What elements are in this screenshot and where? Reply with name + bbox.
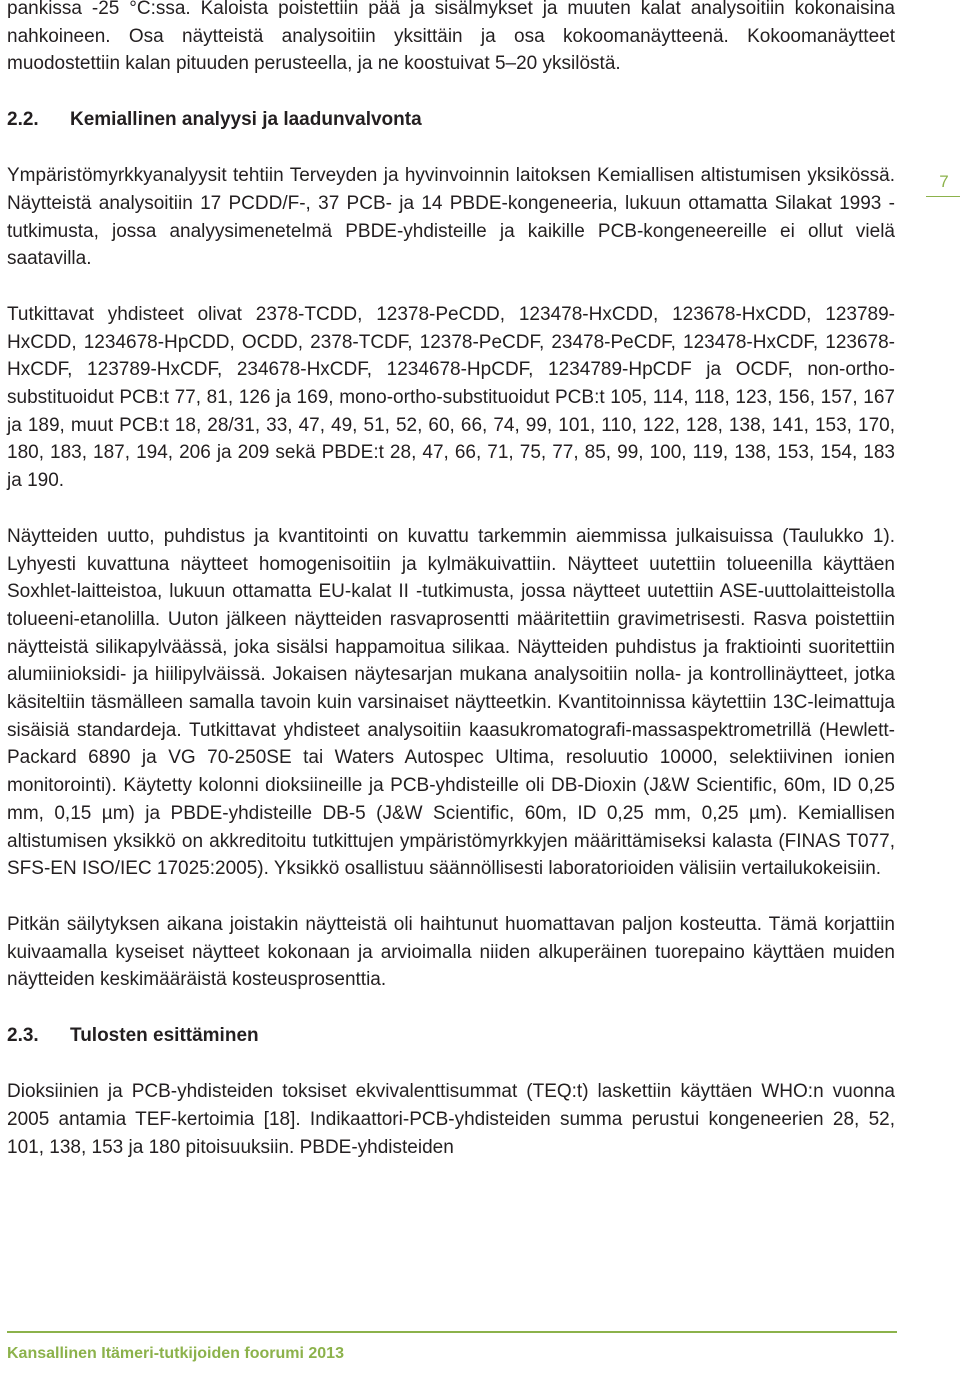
document-body [7,0,895,1161]
section-heading-2-2 [7,106,895,134]
paragraph-3: Näytteiden uutto, puhdistus ja kvantitointi on kuvattu tarkemmin aiemmissa julkaisuissa (Taulukko 1). Lyhyesti kuvattuna näytteet homogenisoitiin ja kylmäkuivattiin. Näytteet uutettiin tolueenilla käyttäen Soxhlet-laitteistoa, lukuun ottamatta EU-kalat II -tutkimusta, jossa näytteet uutettiin ASE-uuttolaitteistolla tolueeni-etanolilla. Uuton jälkeen näytteiden rasvaprosentti määritettiin gravimetrisesti. Rasva poistettiin näytteistä silikapylväässä, joka sisälsi happamoitua silikaa. Näytteiden puhdistus ja fraktiointi suoritettiin alumiinioksidi- ja hiilipylväissä. Jokaisen näytesarjan mukana analysoitiin nolla- ja kontrollinäytteet, jotka käsiteltiin täsmälleen samalla tavoin kuin varsinaiset näytteetkin. Kvantitoinnissa käytettiin 13C-leimattuja sisäisiä standardeja. Tutkittavat yhdisteet analysoitiin kaasukromatografi-massaspektrometrillä (Hewlett-Packard 6890 ja VG 70-250SE tai Waters Autospec Ultima, resoluutio 10000, selektiivinen ionien monitorointi). Käytetty kolonni dioksiineille ja PCB-yhdisteille oli DB-Dioxin (J&W Scientific, 60m, ID 0,25 mm, 0,15 µm) ja PBDE-yhdisteille DB-5 (J&W Scientific, 60m, ID 0,25 mm, 0,25 µm). Kemiallisen altistumisen yksikkö on akkreditoitu tutkittujen ympäristömyrkkyjen määrittämiseksi kalasta (FINAS T077, SFS-EN ISO/IEC 17025:2005). Yksikkö osallistuu säännöllisesti laboratorioiden välisiin vertailukokeisiin. [7,525,895,880]
section-title: Tulosten esittäminen [70,1025,259,1047]
footer-rule [7,1331,897,1333]
paragraph-intro: pankissa -25 °C:ssa. Kaloista poistettiin pää ja sisälmykset ja muuten kalat analysoitiin kokonaisina nahkoineen. Osa näytteistä analysoitiin yksittäin ja osa kokoomanäytteenä. Kokoomanäytteet muodostettiin kalan pituuden perusteella, ja ne koostuivat 5–20 yksilöstä. [7,0,895,75]
paragraph-1: Ympäristömyrkkyanalyysit tehtiin Terveyden ja hyvinvoinnin laitoksen Kemiallisen altistumisen yksikössä. Näytteistä analysoitiin 17 PCDD/F-, 37 PCB- ja 14 PBDE-kongeneeria, lukuun ottamatta Silakat 1993 -tutkimusta, jossa analyysimenetelmä PBDE-yhdisteille ja kaikille PCB-kongeneereille ei ollut vielä saatavilla. [7,165,895,270]
section-title: Kemiallinen analyysi ja laadunvalvonta [70,109,422,131]
page-number: 7 [939,172,949,191]
page-number-rule [926,196,960,197]
section-number: 2.3. [7,1025,39,1047]
footer-text: Kansallinen Itämeri-tutkijoiden foorumi 2013 [7,1345,344,1362]
section-heading-2-3 [7,1022,895,1050]
paragraph-2: Tutkittavat yhdisteet olivat 2378-TCDD, 12378-PeCDD, 123478-HxCDD, 123678-HxCDD, 123789-HxCDD, 1234678-HpCDD, OCDD, 2378-TCDF, 12378-PeCDF, 23478-PeCDF, 123478-HxCDF, 123678-HxCDF, 123789-HxCDF, 234678-HxCDF, 1234678-HpCDF, 1234789-HpCDF ja OCDF, non-ortho-substituoidut PCB:t 77, 81, 126 ja 169, mono-ortho-substituoidut PCB:t 105, 114, 118, 123, 156, 157, 167 ja 189, muut PCB:t 18, 28/31, 33, 47, 49, 51, 52, 60, 66, 74, 99, 101, 110, 122, 128, 138, 141, 153, 170, 180, 183, 187, 194, 206 ja 209 sekä PBDE:t 28, 47, 66, 71, 75, 77, 85, 99, 100, 119, 138, 153, 154, 183 ja 190. [7,303,895,492]
paragraph-5: Dioksiinien ja PCB-yhdisteiden toksiset ekvivalenttisummat (TEQ:t) laskettiin käyttäen WHO:n vuonna 2005 antamia TEF-kertoimia [18]. Indikaattori-PCB-yhdisteiden summa perustui kongeneerien 28, 52, 101, 138, 153 ja 180 pitoisuuksiin. PBDE-yhdisteiden [7,1081,895,1158]
paragraph-4: Pitkän säilytyksen aikana joistakin näytteistä oli haihtunut huomattavan paljon kosteutta. Tämä korjattiin kuivaamalla kyseiset näytteet kokonaan ja arvioimalla niiden alkuperäinen tuorepaino käyttäen muiden näytteiden keskimääräistä kosteusprosenttia. [7,913,895,991]
section-number: 2.2. [7,109,39,131]
